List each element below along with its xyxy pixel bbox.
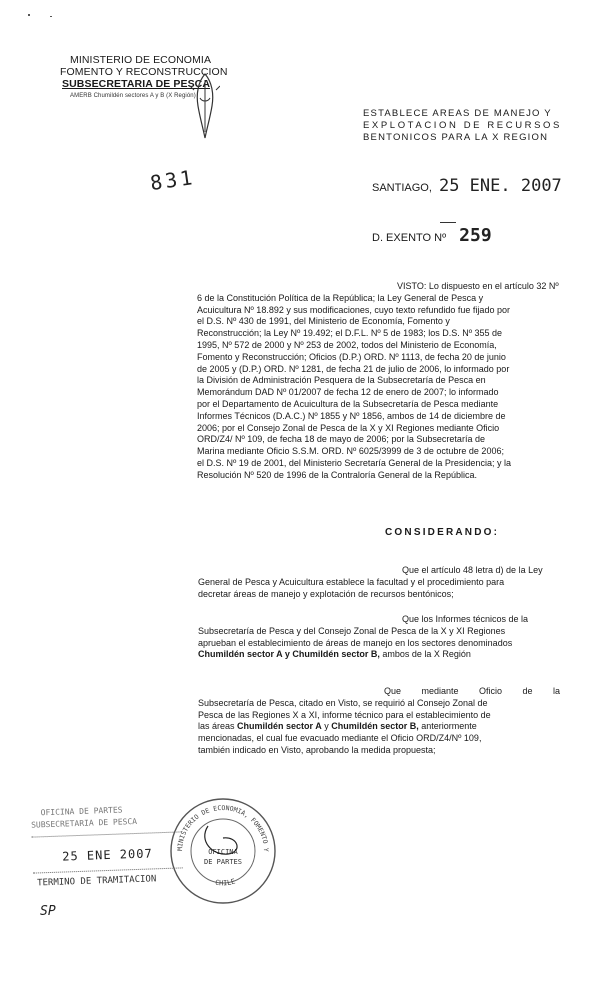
bottom-initials: SP — [40, 904, 56, 919]
visto-line: 2006; por el Consejo Zonal de Pesca de la X y XI Regiones mediante Oficio — [197, 422, 500, 433]
considerando-heading: CONSIDERANDO: — [385, 527, 500, 538]
stamp-date: 25 ENE 2007 — [61, 846, 153, 864]
visto-first-line: VISTO: Lo dispuesto en el artículo 32 Nº — [397, 281, 559, 291]
visto-line: Informes Técnicos (D.A.C.) Nº 1855 y Nº 1856, ambos de 14 de diciembre de — [197, 410, 506, 421]
stamp-line-2: SUBSECRETARIA DE PESCA — [30, 816, 138, 830]
visto-line: el D.S. Nº 19 de 2001, del Ministerio Secretaría General de la Presidencia; y la — [197, 457, 511, 468]
stamp-rule — [32, 831, 182, 837]
date-label: SANTIAGO, — [372, 182, 432, 194]
visto-line: ORD/Z4/ Nº 109, de fecha 18 de mayo de 2006; por la Subsecretaría de — [197, 434, 485, 445]
scan-speck — [50, 16, 52, 17]
date-value: 25 ENE. 2007 — [438, 176, 562, 196]
office-stamp — [30, 801, 183, 896]
visto-section — [197, 281, 567, 482]
para2-first-line: Que los Informes técnicos de la — [402, 614, 529, 624]
svg-text:CHILE — [215, 877, 237, 887]
stamp-footer: TERMINO DE TRAMITACION — [36, 874, 157, 889]
visto-line: Memorándum DAD Nº 01/2007 de fecha 12 de enero de 2007; lo informado — [197, 387, 499, 398]
visto-body — [197, 293, 567, 482]
visto-line: 6 de la Constitución Política de la República; la Ley General de Pesca y — [197, 292, 484, 303]
para3-text-e: anteriormente — [418, 721, 477, 732]
seal-ring-bottom: CHILE — [214, 877, 237, 888]
ministry-line-3: SUBSECRETARIA DE PESCA — [62, 78, 211, 90]
handwritten-number: 831 — [148, 164, 197, 196]
para1-first-line: Que el artículo 48 letra d) de la Ley — [402, 565, 543, 575]
decree-dash-mark — [440, 222, 456, 223]
visto-line: el D.S. Nº 430 de 1991, del Ministerio de Economía, Fomento y — [197, 316, 450, 327]
visto-line: Acuicultura Nº 18.892 y sus modificaciones, cuyo texto refundido fue fijado por — [197, 304, 510, 315]
para3-line-4 — [198, 721, 570, 733]
decree-label: D. EXENTO Nº — [372, 232, 447, 244]
visto-line: por el Departamento de Acuicultura de la Subsecretaría de Pesca mediante — [197, 398, 499, 409]
para2-line-3: aprueban el establecimiento de áreas de manejo en los sectores denominados — [198, 637, 513, 648]
para2-line-2: Subsecretaría de Pesca y del Consejo Zonal de Pesca de la X y XI Regiones — [198, 625, 506, 636]
para1-line-2: General de Pesca y Acuicultura establece la facultad y el procedimiento para — [198, 576, 505, 587]
para3-line-3: Pesca de las Regiones X a XI, informe técnico para el establecimiento de — [198, 709, 491, 720]
visto-line: de 2005 y (D.P.) ORD. Nº 1281, de fecha 21 de julio de 2006, lo informado por — [197, 363, 510, 374]
stamp-rule-2 — [33, 867, 183, 873]
considerando-paragraph-2 — [198, 614, 570, 661]
round-seal-icon — [168, 796, 278, 906]
ministry-crest-icon — [190, 72, 220, 140]
visto-line: Fomento y Reconstrucción; Oficios (D.P.) ORD. Nº 1113, de fecha 20 de junio — [197, 351, 506, 362]
ministry-line-2: FOMENTO Y RECONSTRUCCION — [60, 66, 228, 78]
seal-ring-top: MINISTERIO DE ECONOMIA, FOMENTO Y — [175, 803, 271, 852]
para2-region: ambos de la X Región — [379, 649, 471, 660]
para3-text-c: y — [321, 721, 332, 732]
para3-line-6: también indicado en Visto, aprobando la medida propuesta; — [198, 744, 436, 755]
visto-line: la División de Administración Pesquera de la Subsecretaría de Pesca en — [197, 375, 486, 386]
document-title — [363, 108, 562, 144]
visto-line: Resolución Nº 520 de 1996 de la Contraloría General de la República. — [197, 469, 477, 480]
seal-center-2: DE PARTES — [204, 858, 242, 866]
para2-line-4 — [198, 649, 570, 661]
date-line — [372, 176, 562, 196]
para3-line-2: Subsecretaría de Pesca, citado en Visto, se requirió al Consejo Zonal de — [198, 697, 488, 708]
stamp-line-1: OFICINA DE PARTES — [40, 805, 123, 818]
title-line-2: EXPLOTACION DE RECURSOS — [363, 120, 562, 131]
ministry-line-4: AMERB Chumildén sectores A y B (X Región) — [70, 93, 196, 99]
para3-first-line: Que mediante Oficio de la — [384, 686, 561, 696]
title-line-3: BENTONICOS PARA LA X REGION — [363, 132, 549, 143]
para3-line-5: mencionadas, el cual fue evacuado mediante el Oficio ORD/Z4/Nº 109, — [198, 733, 482, 744]
scan-speck — [28, 14, 30, 16]
para3-sector-b-bold: Chumildén sector B, — [331, 721, 419, 732]
considerando-paragraph-3 — [198, 686, 570, 757]
seal-center-1: OFICINA — [208, 848, 238, 856]
svg-text:MINISTERIO DE ECONOMIA, FOMENT — [168, 796, 270, 852]
visto-line: 1995, Nº 572 de 2000 y Nº 253 de 2002, todos del Ministerio de Economía, — [197, 339, 497, 350]
considerando-paragraph-1 — [198, 565, 568, 600]
ministry-line-1: MINISTERIO DE ECONOMIA — [70, 54, 212, 66]
decree-number: 259 — [459, 225, 492, 246]
para1-line-3: decretar áreas de manejo y explotación de recursos bentónicos; — [198, 588, 454, 599]
title-line-1: ESTABLECE AREAS DE MANEJO Y — [363, 108, 552, 119]
visto-line: Marina mediante Oficio S.S.M. ORD. Nº 6025/3999 de 3 de octubre de 2006; — [197, 446, 504, 457]
para3-sector-a-bold: Chumildén sector A — [237, 721, 322, 732]
visto-line: Reconstrucción; la Ley Nº 19.492; el D.F.L. Nº 5 de 1983; los D.S. Nº 355 de — [197, 328, 503, 339]
decree-line — [372, 225, 492, 246]
para2-sectors-bold: Chumildén sector A y Chumildén sector B, — [198, 649, 380, 660]
para3-text-a: las áreas — [198, 721, 238, 732]
